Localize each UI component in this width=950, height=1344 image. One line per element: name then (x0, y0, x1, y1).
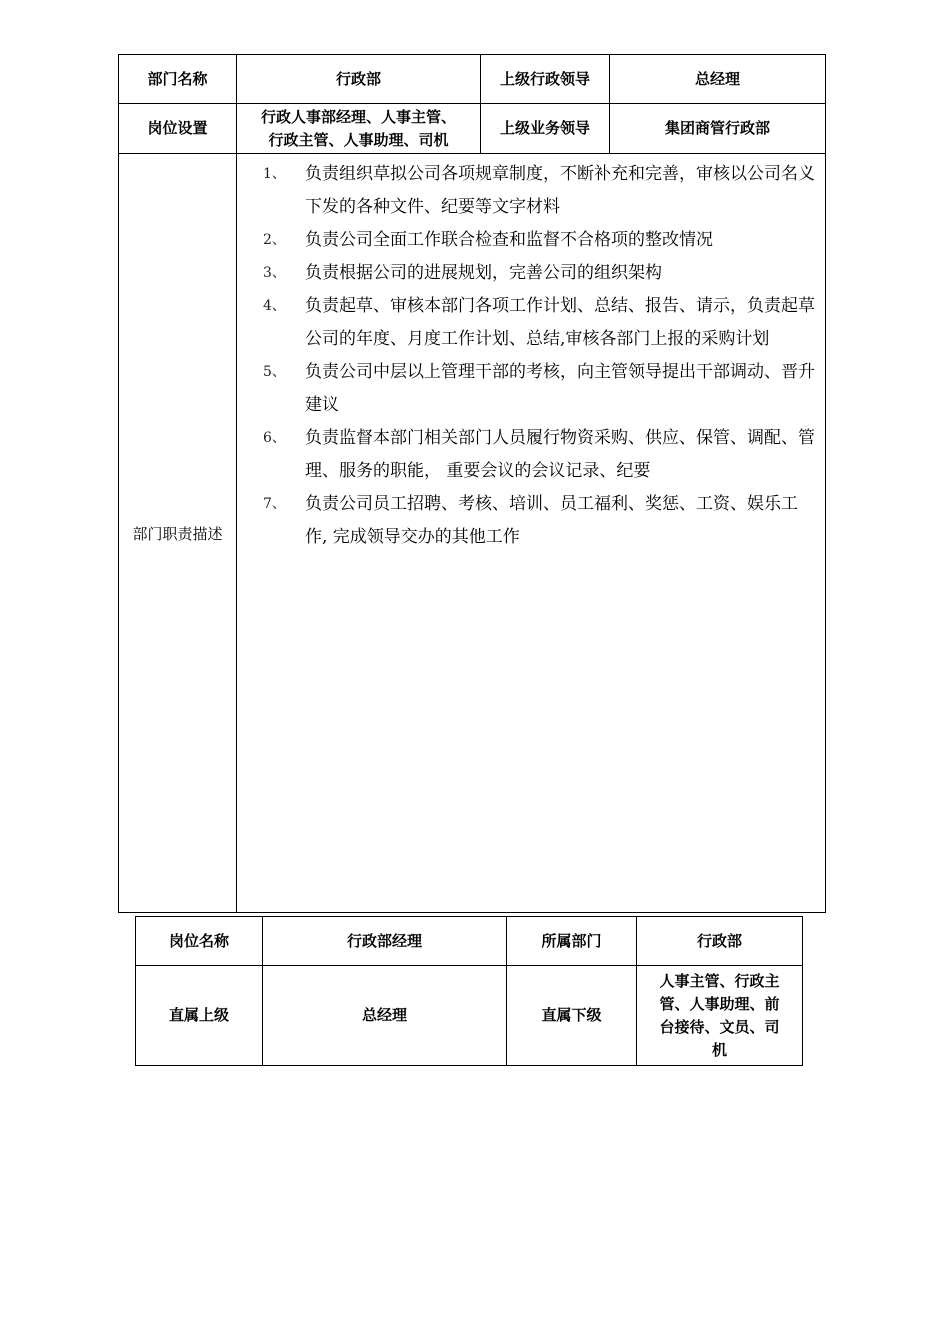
duty-item (263, 422, 817, 488)
duty-text: 负责监督本部门相关部门人员履行物资采购、供应、保管、调配、管理、服务的职能， 重要会议的会议记录、纪要 (305, 428, 815, 481)
business-leader-label: 上级业务领导 (481, 104, 610, 154)
duty-number: 4、 (263, 298, 286, 314)
duty-item (263, 290, 817, 356)
subordinate-line: 人事主管、行政主 (659, 971, 780, 990)
positions-value-line: 行政人事部经理、人事主管、 (260, 107, 456, 126)
duty-number: 1、 (263, 166, 286, 182)
duty-item (263, 257, 817, 290)
duty-number: 3、 (263, 265, 286, 281)
duty-item (263, 488, 817, 554)
duty-text: 负责公司全面工作联合检查和监督不合格项的整改情况 (305, 230, 713, 250)
duty-number: 6、 (263, 430, 286, 446)
positions-label: 岗位设置 (119, 104, 237, 154)
position-info-table (135, 916, 803, 1066)
duty-number: 7、 (263, 496, 286, 512)
dept-name-value: 行政部 (237, 55, 481, 104)
dept-value: 行政部 (637, 917, 803, 966)
duty-text: 负责起草、审核本部门各项工作计划、总结、报告、请示，负责起草公司的年度、月度工作计划、总结,审核各部门上报的采购计划 (305, 296, 815, 349)
duty-number: 5、 (263, 364, 286, 380)
duty-item (263, 158, 817, 224)
duties-cell (237, 154, 826, 913)
duty-item (263, 224, 817, 257)
admin-leader-label: 上级行政领导 (481, 55, 610, 104)
subordinate-value (637, 966, 803, 1066)
subordinate-label: 直属下级 (507, 966, 637, 1066)
subordinate-line: 机 (711, 1040, 727, 1059)
positions-value (237, 104, 481, 154)
subordinate-line: 台接待、文员、司 (659, 1017, 780, 1036)
positions-value-line: 行政主管、人事助理、司机 (268, 130, 449, 149)
duty-number: 2、 (263, 232, 286, 248)
duties-label: 部门职责描述 (119, 154, 237, 913)
duty-text: 负责公司员工招聘、考核、培训、员工福利、奖惩、工资、娱乐工作, 完成领导交办的其他工作 (305, 494, 798, 547)
duty-text: 负责根据公司的进展规划，完善公司的组织架构 (305, 263, 662, 283)
position-name-label: 岗位名称 (136, 917, 263, 966)
superior-label: 直属上级 (136, 966, 263, 1066)
duties-list (263, 158, 817, 554)
department-info-table (118, 54, 826, 913)
dept-name-label: 部门名称 (119, 55, 237, 104)
duty-item (263, 356, 817, 422)
duty-text: 负责公司中层以上管理干部的考核，向主管领导提出干部调动、晋升建议 (305, 362, 815, 415)
business-leader-value: 集团商管行政部 (610, 104, 826, 154)
duty-text: 负责组织草拟公司各项规章制度，不断补充和完善，审核以公司名义下发的各种文件、纪要等文字材料 (305, 164, 815, 217)
dept-label: 所属部门 (507, 917, 637, 966)
superior-value: 总经理 (263, 966, 507, 1066)
admin-leader-value: 总经理 (610, 55, 826, 104)
subordinate-line: 管、人事助理、前 (659, 994, 780, 1013)
position-name-value: 行政部经理 (263, 917, 507, 966)
